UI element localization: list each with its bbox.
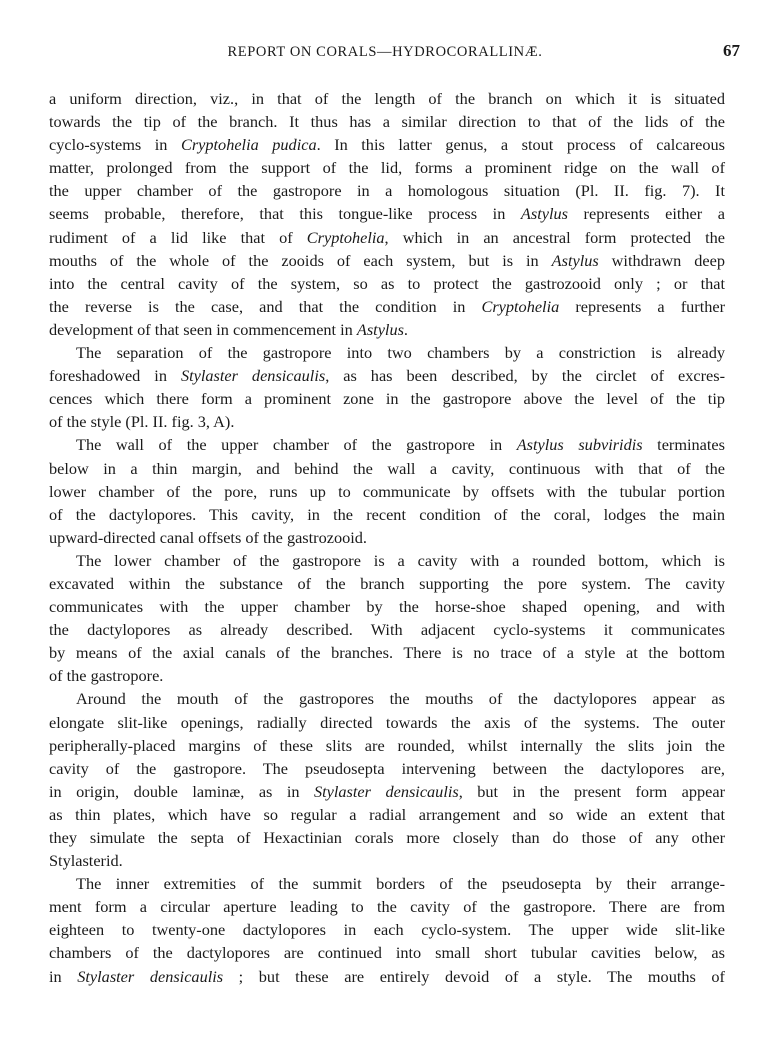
text-line: towards the tip of the branch. It thus has a similar direction to that of the lids of the	[49, 112, 725, 132]
text-line: the reverse is the case, and that the condition in Cryptohelia represents a further	[49, 296, 726, 316]
page-number: 67	[723, 41, 740, 60]
text-line: chambers of the dactylopores are continued into small short tubular cavities below, as	[49, 943, 725, 963]
taxon-name: Astylus subviridis	[516, 435, 643, 455]
text-line: The separation of the gastropore into two chambers by a constriction is already	[76, 343, 725, 363]
text-line: communicates with the upper chamber by the horse-shoe shaped opening, and with	[49, 597, 725, 617]
text-line: of the dactylopores. This cavity, in the recent condition of the coral, lodges the main	[49, 504, 725, 524]
taxon-name: Astylus	[520, 204, 568, 224]
body-text	[49, 87, 725, 988]
text-line: the upper chamber of the gastropore in a homologous situation (Pl. II. fig. 7). It	[49, 181, 725, 201]
text-line: below in a thin margin, and behind the wall a cavity, continuous with that of the	[49, 458, 725, 478]
text-line: a uniform direction, viz., in that of the length of the branch on which it is situated	[49, 89, 725, 108]
taxon-name: Cryptohelia	[306, 227, 385, 247]
paragraph	[49, 872, 725, 987]
text-line: of the gastropore.	[49, 666, 164, 686]
text-line: foreshadowed in Stylaster densicaulis, as has been described, by the circlet of excres-	[49, 366, 726, 386]
text-line: matter, prolonged from the support of the lid, forms a prominent ridge on the wall of	[49, 158, 725, 178]
taxon-name: Astylus	[551, 250, 599, 270]
paragraph	[49, 549, 725, 688]
text-line: upward-directed canal offsets of the gastrozooid.	[49, 527, 367, 547]
text-line: Around the mouth of the gastropores the mouths of the dactylopores appear as	[76, 689, 725, 709]
text-line: peripherally-placed margins of these slits are rounded, whilst internally the slits join the	[49, 735, 725, 755]
text-line: cyclo-systems in Cryptohelia pudica. In this latter genus, a stout process of calcareous	[49, 135, 725, 155]
paragraph	[49, 687, 725, 872]
text-line: The lower chamber of the gastropore is a cavity with a rounded bottom, which is	[76, 550, 725, 570]
text-line: the dactylopores as already described. With adjacent cyclo-systems it communicates	[49, 620, 725, 640]
text-line: ment form a circular aperture leading to the cavity of the gastropore. There are from	[49, 897, 725, 917]
text-line: development of that seen in commencement in Astylus.	[49, 319, 408, 339]
text-line: seems probable, therefore, that this tongue-like process in Astylus represents either a	[49, 204, 726, 224]
text-line: rudiment of a lid like that of Cryptohelia, which in an ancestral form protected the	[49, 227, 726, 247]
running-header: REPORT ON CORALS—HYDROCORALLINÆ.	[227, 44, 543, 60]
text-line: cences which there form a prominent zone in the gastropore above the level of the tip	[49, 389, 725, 409]
text-line: The wall of the upper chamber of the gastropore in Astylus subviridis terminates	[76, 435, 725, 455]
text-line: as thin plates, which have so regular a radial arrangement and so wide an extent that	[49, 804, 725, 824]
paragraph	[49, 433, 725, 548]
text-line: elongate slit-like openings, radially directed towards the axis of the systems. The outer	[49, 712, 725, 732]
taxon-name: Stylaster densicaulis	[314, 781, 459, 801]
text-line: of the style (Pl. II. fig. 3, A).	[49, 412, 235, 432]
text-line: excavated within the substance of the branch supporting the pore system. The cavity	[49, 573, 725, 593]
text-line: mouths of the whole of the zooids of each system, but is in Astylus withdrawn deep	[49, 250, 725, 270]
text-line: in origin, double laminæ, as in Stylaster densicaulis, but in the present form appear	[49, 781, 726, 801]
text-line: lower chamber of the pore, runs up to communicate by offsets with the tubular portion	[49, 481, 725, 501]
text-line: into the central cavity of the system, so as to protect the gastrozooid only ; or that	[49, 273, 725, 293]
paragraph	[49, 87, 725, 341]
text-line: by means of the axial canals of the branches. There is no trace of a style at the bottom	[49, 643, 725, 663]
text-line: in Stylaster densicaulis ; but these are entirely devoid of a style. The mouths of	[49, 966, 725, 986]
taxon-name: Stylaster densicaulis	[180, 366, 326, 386]
taxon-name: Stylaster densicaulis	[77, 966, 224, 986]
taxon-name: Astylus	[356, 319, 404, 339]
text-line: Stylasterid.	[49, 851, 123, 871]
taxon-name: Cryptohelia pudica	[180, 135, 317, 155]
text-line: eighteen to twenty-one dactylopores in each cyclo-system. The upper wide slit-like	[49, 920, 725, 940]
paragraph	[49, 341, 725, 433]
text-line: The inner extremities of the summit borders of the pseudosepta by their arrange-	[76, 874, 725, 894]
text-line: they simulate the septa of Hexactinian corals more closely than do those of any other	[49, 828, 725, 847]
text-line: cavity of the gastropore. The pseudosepta intervening between the dactylopores are,	[49, 758, 725, 778]
taxon-name: Cryptohelia	[481, 296, 560, 316]
